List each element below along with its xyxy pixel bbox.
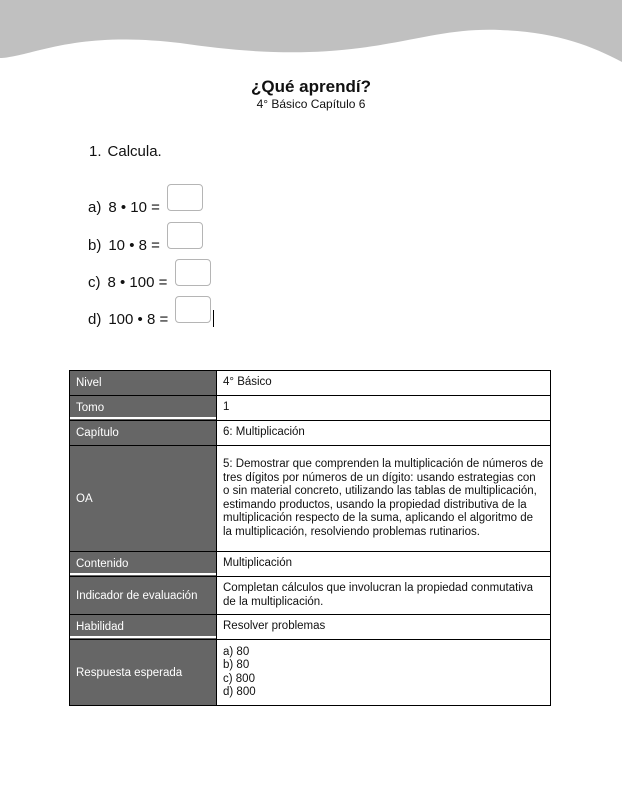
row-label: Contenido bbox=[70, 552, 217, 577]
exercise-letter: d) bbox=[88, 311, 102, 328]
answer-box-a[interactable] bbox=[167, 184, 203, 211]
question-instruction: Calcula. bbox=[107, 143, 162, 160]
row-label: Capítulo bbox=[70, 421, 217, 446]
row-value: Completan cálculos que involucran la propiedad conmutativa de la multiplicación. bbox=[217, 577, 551, 615]
exercise-d bbox=[88, 311, 168, 328]
row-value: Resolver problemas bbox=[217, 615, 551, 640]
row-label: Indicador de evaluación bbox=[70, 577, 217, 615]
header-wave-decoration bbox=[0, 0, 622, 70]
exercise-b bbox=[88, 237, 160, 254]
question-number: 1. bbox=[89, 143, 102, 160]
table-row bbox=[70, 396, 551, 421]
exercise-a bbox=[88, 199, 160, 216]
exercise-expression: 100 • 8 = bbox=[108, 311, 169, 328]
answer-box-c[interactable] bbox=[175, 259, 211, 286]
table-row bbox=[70, 421, 551, 446]
row-value: 4° Básico bbox=[217, 371, 551, 396]
answer-box-b[interactable] bbox=[167, 222, 203, 249]
row-value: 5: Demostrar que comprenden la multiplicación de números de tres dígitos por números de un dígito: usando estrategias con o sin material concreto, utilizando las tablas de multiplicación, estimando productos, usando la propiedad distributiva de la multiplicación respecto de la suma, aplicando el algoritmo de la multiplicación, resolviendo problemas rutinarios. bbox=[217, 446, 551, 552]
expected-answer: d) 800 bbox=[223, 686, 256, 698]
row-label: Respuesta esperada bbox=[70, 640, 217, 706]
exercise-letter: c) bbox=[88, 274, 101, 291]
page-subtitle: 4° Básico Capítulo 6 bbox=[256, 97, 366, 111]
table-row bbox=[70, 446, 551, 552]
question-heading bbox=[89, 143, 162, 160]
table-row bbox=[70, 577, 551, 615]
table-row bbox=[70, 615, 551, 640]
row-label: OA bbox=[70, 446, 217, 552]
table-row bbox=[70, 371, 551, 396]
row-value: 6: Multiplicación bbox=[217, 421, 551, 446]
row-value: Multiplicación bbox=[217, 552, 551, 577]
answer-box-d[interactable] bbox=[175, 296, 211, 323]
exercise-expression: 10 • 8 = bbox=[108, 237, 160, 254]
row-label: Habilidad bbox=[70, 615, 217, 640]
exercise-letter: a) bbox=[88, 199, 102, 216]
text-cursor bbox=[213, 310, 214, 327]
expected-answers bbox=[217, 640, 551, 706]
expected-answer: a) 80 bbox=[223, 645, 250, 658]
info-table bbox=[69, 370, 551, 706]
page-title: ¿Qué aprendí? bbox=[251, 77, 371, 96]
exercise-letter: b) bbox=[88, 237, 102, 254]
table-row bbox=[70, 640, 551, 706]
row-label: Nivel bbox=[70, 371, 217, 396]
row-value: 1 bbox=[217, 396, 551, 421]
exercise-expression: 8 • 100 = bbox=[107, 274, 168, 291]
table-row bbox=[70, 552, 551, 577]
row-label: Tomo bbox=[70, 396, 217, 421]
exercise-c bbox=[88, 274, 167, 291]
expected-answer: c) 800 bbox=[223, 672, 255, 685]
exercise-expression: 8 • 10 = bbox=[108, 199, 160, 216]
expected-answer: b) 80 bbox=[223, 659, 250, 671]
